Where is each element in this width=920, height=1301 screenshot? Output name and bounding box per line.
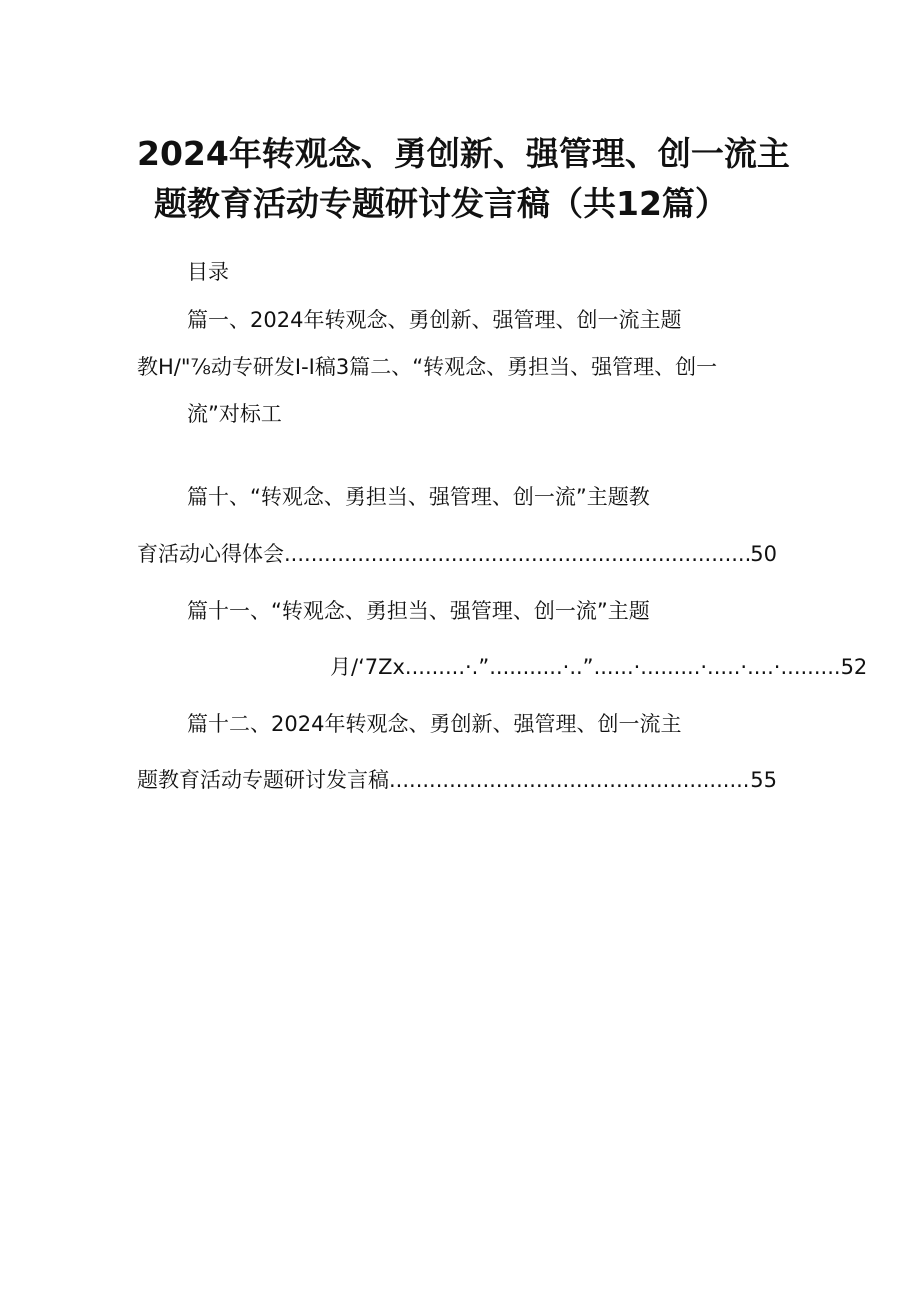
toc-entry-12-text: 题教育活动专题研讨发言稿 — [137, 768, 389, 792]
toc-entry-11-line-1: 篇十一、“转观念、勇担当、强管理、创一流”主题 — [187, 599, 650, 623]
toc-entry-12-line-2 — [137, 766, 777, 794]
toc-entry-1-line-1: 篇一、2024年转观念、勇创新、强管理、创一流主题 — [187, 308, 682, 332]
toc-entry-1-line-2: 教H/"⅞动专研发I-I稿3篇二、“转观念、勇担当、强管理、创一 — [137, 355, 718, 379]
dot-leader — [389, 766, 750, 794]
toc-entry-12-page: 55 — [750, 768, 777, 792]
toc-entry-11-line-2 — [330, 653, 868, 681]
toc-entry-12-line-1: 篇十二、2024年转观念、勇创新、强管理、创一流主 — [187, 712, 682, 736]
toc-entry-10-line-2 — [137, 540, 777, 568]
toc-entry-11-text: 月/‘7Zx.........·.”...........·..”......·.........·.....·....·......... — [330, 655, 841, 679]
toc-entry-10-line-1: 篇十、“转观念、勇担当、强管理、创一流”主题教 — [187, 485, 650, 509]
toc-entry-11-page: 52 — [840, 655, 868, 679]
toc-entry-10-text: 育活动心得体会 — [137, 542, 284, 566]
document-title-line-2: 题教育活动专题研讨发言稿（共12篇） — [154, 184, 728, 223]
toc-heading: 目录 — [187, 260, 229, 284]
dot-leader — [284, 540, 750, 568]
toc-entry-1-line-3: 流”对标工 — [187, 402, 282, 426]
toc-entry-10-page: 50 — [750, 542, 777, 566]
document-title-line-1: 2024年转观念、勇创新、强管理、创一流主 — [137, 134, 790, 173]
